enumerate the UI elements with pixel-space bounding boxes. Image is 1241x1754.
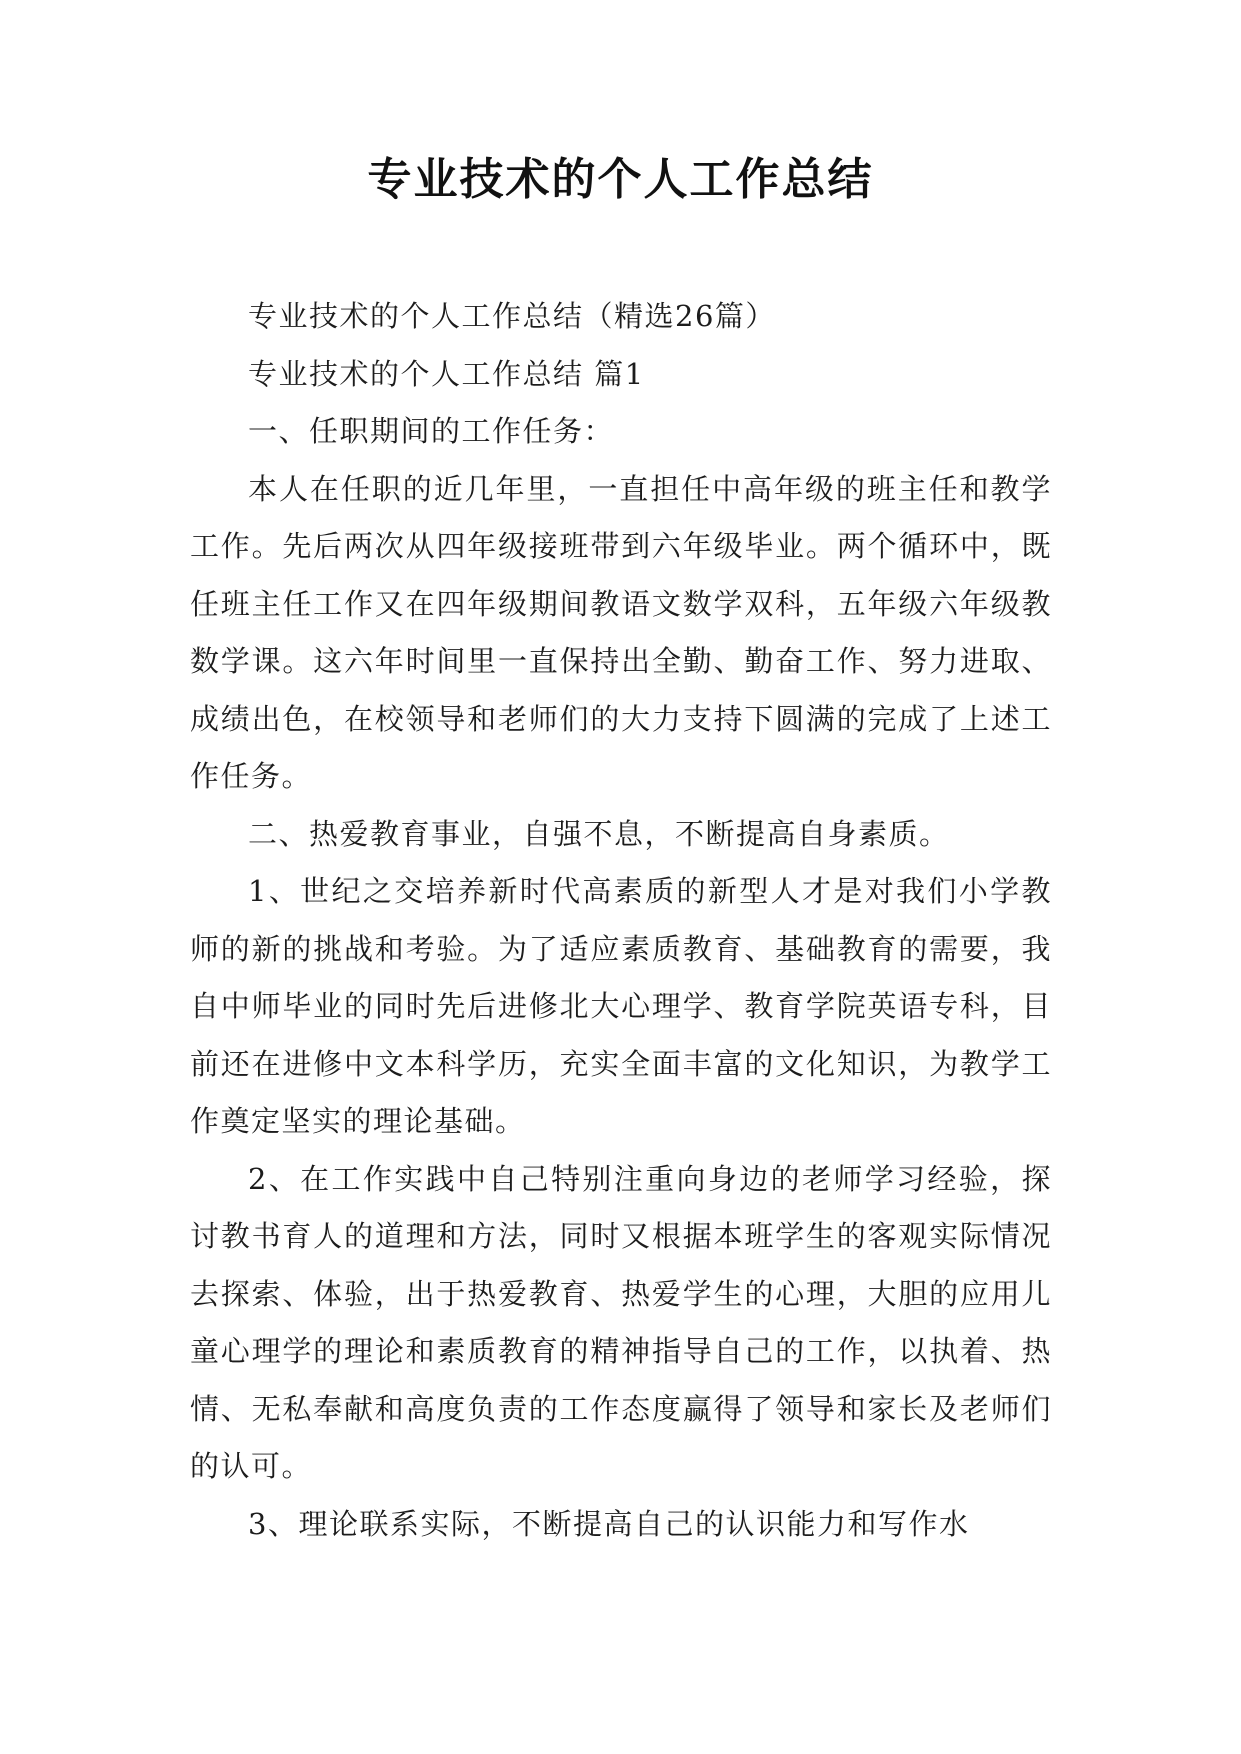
body-paragraph: 1、世纪之交培养新时代高素质的新型人才是对我们小学教师的新的挑战和考验。为了适应素质教育、基础教育的需要，我自中师毕业的同时先后进修北大心理学、教育学院英语专科，目前还在进修中文本科学历，充实全面丰富的文化知识，为教学工作奠定坚实的理论基础。	[190, 874, 1052, 1138]
document-title: 专业技术的个人工作总结	[367, 154, 874, 205]
document-body	[190, 288, 1052, 1553]
body-paragraph: 2、在工作实践中自己特别注重向身边的老师学习经验，探讨教书育人的道理和方法，同时又根据本班学生的客观实际情况去探索、体验，出于热爱教育、热爱学生的心理，大胆的应用儿童心理学的理论和素质教育的精神指导自己的工作，以执着、热情、无私奉献和高度负责的工作态度赢得了领导和家长及老师们的认可。	[190, 1161, 1052, 1483]
section-heading: 二、热爱教育事业，自强不息，不断提高自身素质。	[248, 816, 950, 851]
body-paragraph: 3、理论联系实际，不断提高自己的认识能力和写作水	[248, 1506, 970, 1541]
body-paragraph: 本人在任职的近几年里，一直担任中高年级的班主任和教学工作。先后两次从四年级接班带到六年级毕业。两个循环中，既任班主任工作又在四年级期间教语文数学双科，五年级六年级教数学课。这六年时间里一直保持出全勤、勤奋工作、努力进取、成绩出色，在校领导和老师们的大力支持下圆满的完成了上述工作任务。	[190, 471, 1052, 793]
section-heading: 专业技术的个人工作总结 篇1	[248, 356, 645, 391]
section-heading: 一、任职期间的工作任务：	[248, 414, 615, 448]
subtitle-paragraph: 专业技术的个人工作总结（精选26篇）	[248, 299, 776, 333]
